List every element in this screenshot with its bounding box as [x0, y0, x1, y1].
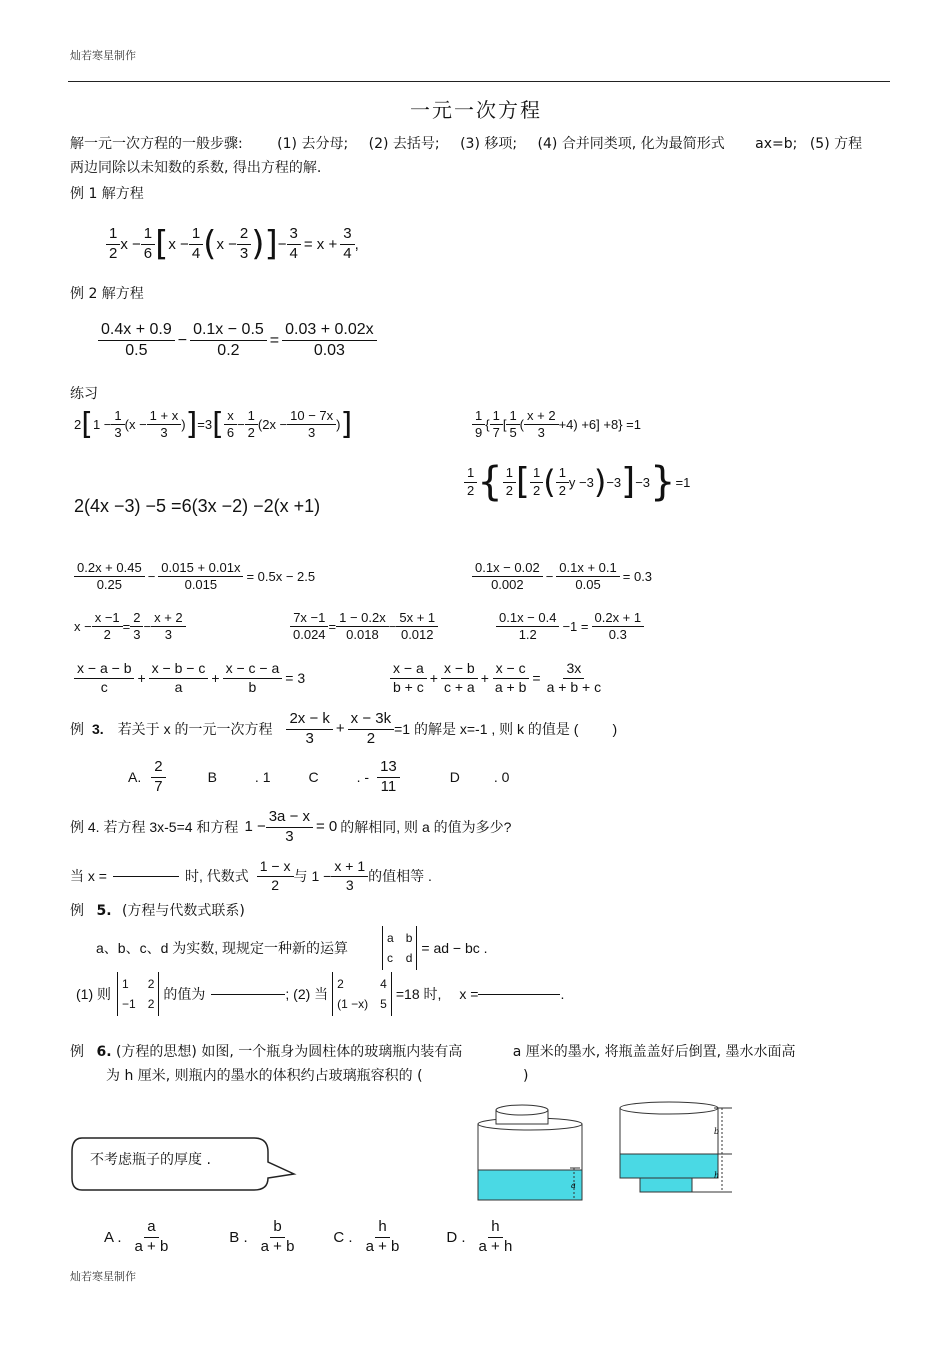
example-5-line: a、b、c、d 为实数, 现规定一种新的运算 [96, 940, 349, 956]
option-d: D [449, 769, 460, 786]
example-3-text-2: =1 的解是 x=-1 , 则 k 的值是 ( [394, 721, 579, 738]
practice-label: 练习 [70, 386, 98, 402]
ex6-option-b: B . [229, 1228, 248, 1246]
example-3-label: 例 [70, 721, 84, 738]
practice-eq-8: $\frac{7x -1}{0.024}$ = $\frac{1 - 0.2x}{0.018}$ − $\frac{5x + 1}{0.012}$ [290, 610, 438, 644]
practice-eq-4: 2(4x −3) −5 =6(3x −2) −2(x +1) [74, 496, 321, 516]
example-6-text-2: a 厘米的墨水, 将瓶盖盖好后倒置, 墨水水面高 [512, 1044, 796, 1060]
intro-line-2: 两边同除以未知数的系数, 得出方程的解. [70, 160, 322, 176]
ex6-option-a: A . [104, 1228, 122, 1246]
example-3-text: 若关于 x 的一元一次方程 [117, 721, 273, 738]
option-a: A. [128, 769, 142, 786]
practice-eq-1: 2 [ 1 − $\frac{1}{3}$ (x − $\frac{1 + x}{3}$ ) ] =3 [ $\frac{x}{6}$ − $\frac{1}{2}$ (2x − $\frac{10 - 7x}{3}$ ) ] [74, 406, 353, 442]
practice-eq-7: x − $\frac{x -1}{2}$ = $\frac{2}{3}$ − $\frac{x + 2}{3}$ [74, 610, 186, 644]
step-4-form: ax=b; [755, 136, 798, 152]
answer-blank-q2[interactable] [478, 994, 560, 995]
example-6-line-1 [70, 1042, 796, 1062]
example-5-label: 例 [70, 903, 84, 919]
example-5-title: (方程与代数式联系) [121, 903, 245, 919]
example-5-questions: (1) 则 1 2 −1 2 的值为 ; (2) 当 2 4 (1 −x) 5 =18 时, x = . [76, 972, 564, 1016]
when-text: 时, 代数式 [184, 868, 249, 884]
option-b: B [207, 769, 217, 786]
intro-lead: 解一元一次方程的一般步骤: [70, 136, 243, 152]
step-1: (1) 去分母; [277, 136, 349, 152]
step-2: (2) 去括号; [368, 136, 440, 152]
example-3: 例 3. 若关于 x 的一元一次方程 $\frac{2x - k}{3}$ + $\frac{x - 3k}{2}$ =1 的解是 x=-1 , 则 k 的值是 ( ) [70, 710, 618, 747]
q2-text: =18 时, [395, 986, 442, 1002]
answer-blank-x[interactable] [113, 876, 179, 877]
option-c-value: . - [356, 769, 370, 786]
answer-blank-q1[interactable] [211, 994, 285, 995]
example-6-options: A . $\frac{a}{a + b}$ B . $\frac{b}{a + b}$ C . $\frac{h}{a + b}$ D . $\frac{h}{a + h}$ [104, 1218, 513, 1255]
example-3-number: 3. [92, 721, 104, 738]
header-rule [68, 81, 890, 82]
practice-eq-10: $\frac{x - a - b}{c}$ + $\frac{x - b - c}{a}$ + $\frac{x - c - a}{b}$ = 3 [74, 660, 308, 696]
example-2-label: 例 2 解方程 [70, 286, 144, 302]
practice-eq-9: $\frac{0.1x - 0.4}{1.2}$ −1 = $\frac{0.2x + 1}{0.3}$ [496, 610, 644, 644]
option-b-value: . 1 [254, 769, 271, 786]
example-5-heading [70, 901, 245, 921]
header-mark: 灿若寒星制作 [70, 49, 136, 62]
example-4-text: 例 4. 若方程 3x-5=4 和方程 [70, 819, 239, 836]
intro-steps [70, 134, 862, 154]
example-3-options: A. $\frac{2}{7}$ B . 1 C . - $\frac{13}{11}$ D . 0 [128, 758, 510, 795]
step-4: (4) 合并同类项, 化为最简形式 [537, 136, 725, 152]
example-6-text-3: 为 h 厘米, 则瓶内的墨水的体积约占玻璃瓶容积的 ( [106, 1068, 423, 1084]
practice-eq-11: $\frac{x - a}{b + c}$ + $\frac{x - b}{c + a}$ + $\frac{x - c}{a + b}$ = $\frac{3x}{a + b + c}$ [390, 660, 604, 696]
q2-x-label: x = [459, 986, 479, 1002]
label-a: a [571, 1181, 576, 1190]
label-h: h [714, 1171, 720, 1180]
practice-eq-3: $\frac{1}{2}$ { $\frac{1}{2}$ [ $\frac{1}{2}$ ( $\frac{1}{2}$ y −3 ) −3 ] −3 } =1 [464, 462, 690, 502]
step-5: (5) 方程 [809, 136, 863, 152]
example-2-equation: $\frac{0.4x + 0.9}{0.5}$ − $\frac{0.1x - 0.5}{0.2}$ = $\frac{0.03 + 0.02x}{0.03}$ [98, 320, 377, 361]
bottle-figure [470, 1096, 740, 1206]
practice-eq-6: $\frac{0.1x - 0.02}{0.002}$ − $\frac{0.1x + 0.1}{0.05}$ = 0.3 [472, 560, 655, 594]
example-4: 例 4. 若方程 3x-5=4 和方程 1 − $\frac{3a - x}{3}$ = 0 的解相同, 则 a 的值为多少? [70, 808, 512, 845]
example-6-label: 例 [70, 1044, 84, 1060]
practice-eq-5: $\frac{0.2x + 0.45}{0.25}$ − $\frac{0.015 + 0.01x}{0.015}$ = 0.5x − 2.5 [74, 560, 318, 594]
example-6-line-2 [106, 1066, 529, 1086]
callout-text: 不考虑瓶子的厚度 . [90, 1152, 211, 1168]
q2-label: ; (2) 当 [285, 986, 329, 1002]
when-x-label: 当 x = [70, 868, 107, 884]
q1-label: (1) 则 [76, 986, 111, 1002]
with-text: 与 [293, 868, 308, 884]
example-6-text: (方程的思想) 如图, 一个瓶身为圆柱体的玻璃瓶内装有高 [115, 1044, 463, 1060]
ex6-option-d: D . [446, 1228, 466, 1246]
example-4-text-2: 的解相同, 则 a 的值为多少? [340, 819, 512, 836]
label-b: b [714, 1127, 720, 1136]
example-3-paren: ) [612, 721, 618, 738]
example-1-equation: $\frac{1}{2}$ x − $\frac{1}{6}$ [ x − $\frac{1}{4}$ ( x − $\frac{2}{3}$ ) ] − $\frac{3}{4}$ = x + $\frac{3}{4}$ , [106, 218, 359, 270]
option-c: C [308, 769, 319, 786]
example-5-definition: a、b、c、d 为实数, 现规定一种新的运算 a b c d = ad − bc . [96, 926, 488, 970]
option-d-value: . 0 [493, 769, 510, 786]
ex6-option-c: C . [333, 1228, 353, 1246]
example-1-label: 例 1 解方程 [70, 186, 144, 202]
practice-eq-2: $\frac{1}{9}$ { $\frac{1}{7}$ [ $\frac{1}{5}$ ( $\frac{x + 2}{3}$ +4) +6] +8} =1 [472, 408, 641, 442]
example-5-def: = ad − bc . [421, 940, 488, 956]
step-3: (3) 移项; [460, 136, 518, 152]
footer-mark: 灿若寒星制作 [70, 1270, 136, 1283]
example-6-number: 6. [96, 1044, 112, 1060]
bottle-inverted [620, 1102, 732, 1192]
bottle-upright [478, 1105, 582, 1200]
page-title: 一元一次方程 [410, 98, 542, 122]
example-5-number: 5. [96, 903, 112, 919]
example-6-paren: ) [523, 1068, 529, 1084]
equal-values-question: 当 x = 时, 代数式 $\frac{1 - x}{2}$ 与 1 − $\frac{x + 1}{3}$ 的值相等 . [70, 858, 432, 893]
q1-text: 的值为 [163, 986, 206, 1002]
equal-text: 的值相等 . [368, 868, 432, 884]
